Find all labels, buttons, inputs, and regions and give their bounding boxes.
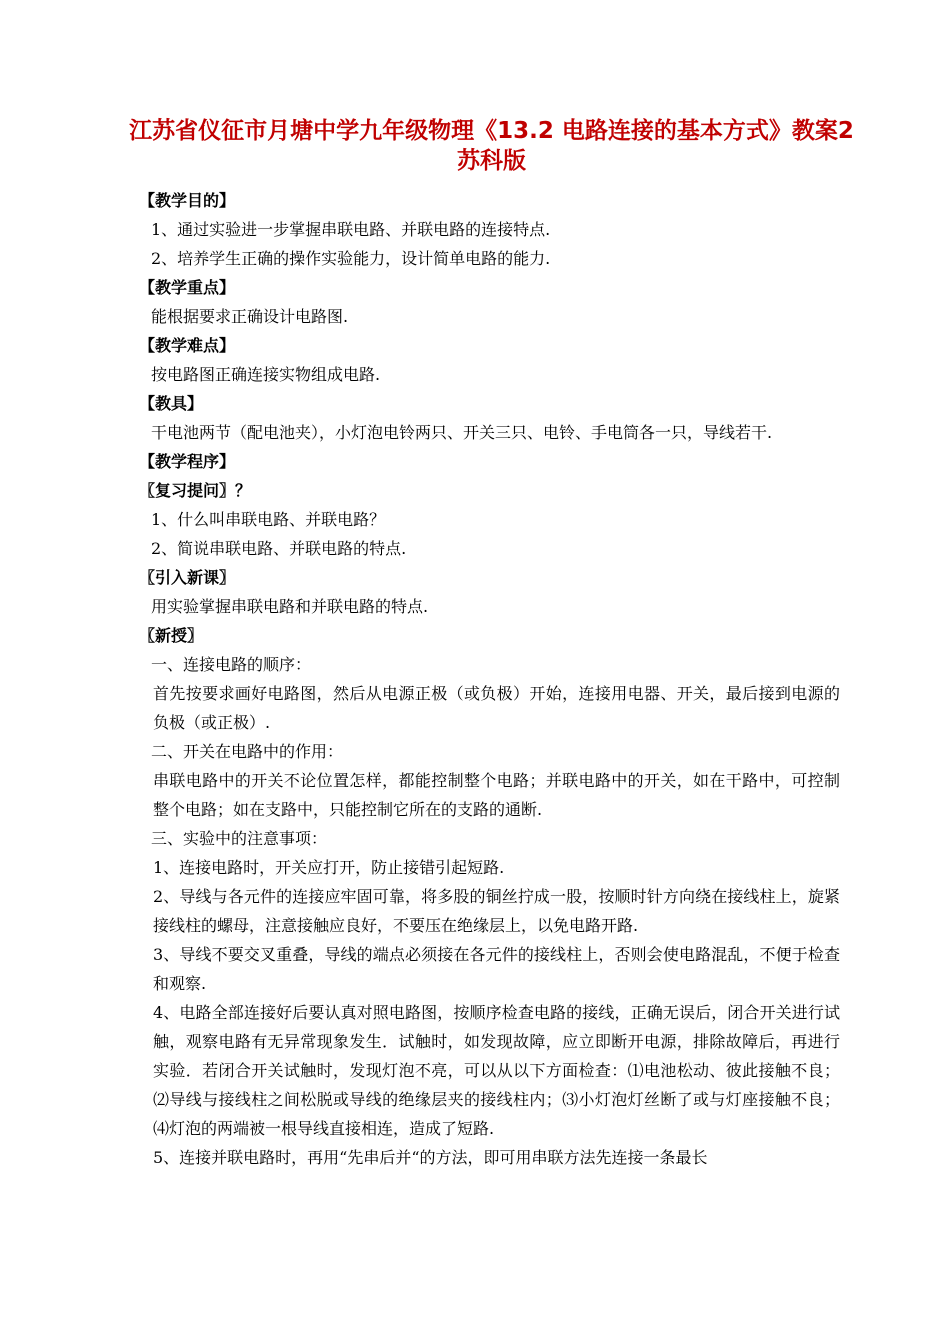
- key-points-heading: 【教学重点】: [139, 278, 236, 297]
- document-title: 江苏省仪征市月塘中学九年级物理《13.2 电路连接的基本方式》教案2 苏科版: [129, 118, 854, 174]
- review-heading: 〖复习提问〗？: [139, 481, 252, 500]
- new-lesson-paragraph: 2、导线与各元件的连接应牢固可靠，将多股的铜丝拧成一股，按顺时针方向绕在接线柱上，旋紧接线柱的螺母，注意接触应良好，不要压在绝缘层上，以免电路开路.: [153, 887, 840, 935]
- new-lesson-paragraph: 首先按要求画好电路图，然后从电源正极（或负极）开始，连接用电器、开关，最后接到电源的负极（或正极）.: [153, 684, 840, 732]
- key-points-text: 能根据要求正确设计电路图.: [151, 307, 349, 326]
- new-lesson-paragraph: 一、连接电路的顺序：: [151, 655, 312, 674]
- new-lesson-paragraph: 三、实验中的注意事项：: [151, 829, 328, 848]
- review-item: 2、简说串联电路、并联电路的特点.: [151, 539, 407, 558]
- new-lesson-paragraph: 3、导线不要交叉重叠，导线的端点必须接在各元件的接线柱上，否则会使电路混乱，不便于检查和观察.: [153, 945, 840, 993]
- new-lesson-paragraph: 1、连接电路时，开关应打开，防止接错引起短路.: [153, 858, 505, 877]
- intro-text: 用实验掌握串联电路和并联电路的特点.: [151, 597, 429, 616]
- new-lesson-paragraph: 二、开关在电路中的作用：: [151, 742, 344, 761]
- new-lesson-paragraph: 5、连接并联电路时，再用“先串后并“的方法，即可用串联方法先连接一条最长: [153, 1148, 708, 1167]
- objective-item: 2、培养学生正确的操作实验能力，设计简单电路的能力.: [151, 249, 551, 268]
- new-lesson-paragraph: 4、电路全部连接好后要认真对照电路图，按顺序检查电路的接线，正确无误后，闭合开关进行试触，观察电路有无异常现象发生．试触时，如发现故障，应立即断开电源，排除故障后，再进行实验．若闭合开关试触时，发现灯泡不亮，可以从以下方面检查：⑴电池松动、彼此接触不良；⑵导线与接线柱之间松脱或导线的绝缘层夹的接线柱内；⑶小灯泡灯丝断了或与灯座接触不良；⑷灯泡的两端被一根导线直接相连，造成了短路.: [153, 1003, 840, 1138]
- new-lesson-heading: 〖新授〗: [139, 626, 204, 645]
- objective-item: 1、通过实验进一步掌握串联电路、并联电路的连接特点.: [151, 220, 551, 239]
- difficulties-text: 按电路图正确连接实物组成电路.: [151, 365, 381, 384]
- difficulties-heading: 【教学难点】: [139, 336, 236, 355]
- intro-heading: 〖引入新课〗: [139, 568, 236, 587]
- review-item: 1、什么叫串联电路、并联电路？: [151, 510, 386, 529]
- new-lesson-paragraph: 串联电路中的开关不论位置怎样，都能控制整个电路；并联电路中的开关，如在干路中，可控制整个电路；如在支路中，只能控制它所在的支路的通断.: [153, 771, 840, 819]
- procedure-heading: 【教学程序】: [139, 452, 236, 471]
- objectives-heading: 【教学目的】: [139, 191, 236, 210]
- tools-text: 干电池两节（配电池夹），小灯泡电铃两只、开关三只、电铃、手电筒各一只，导线若干.: [151, 423, 773, 442]
- tools-heading: 【教具】: [139, 394, 204, 413]
